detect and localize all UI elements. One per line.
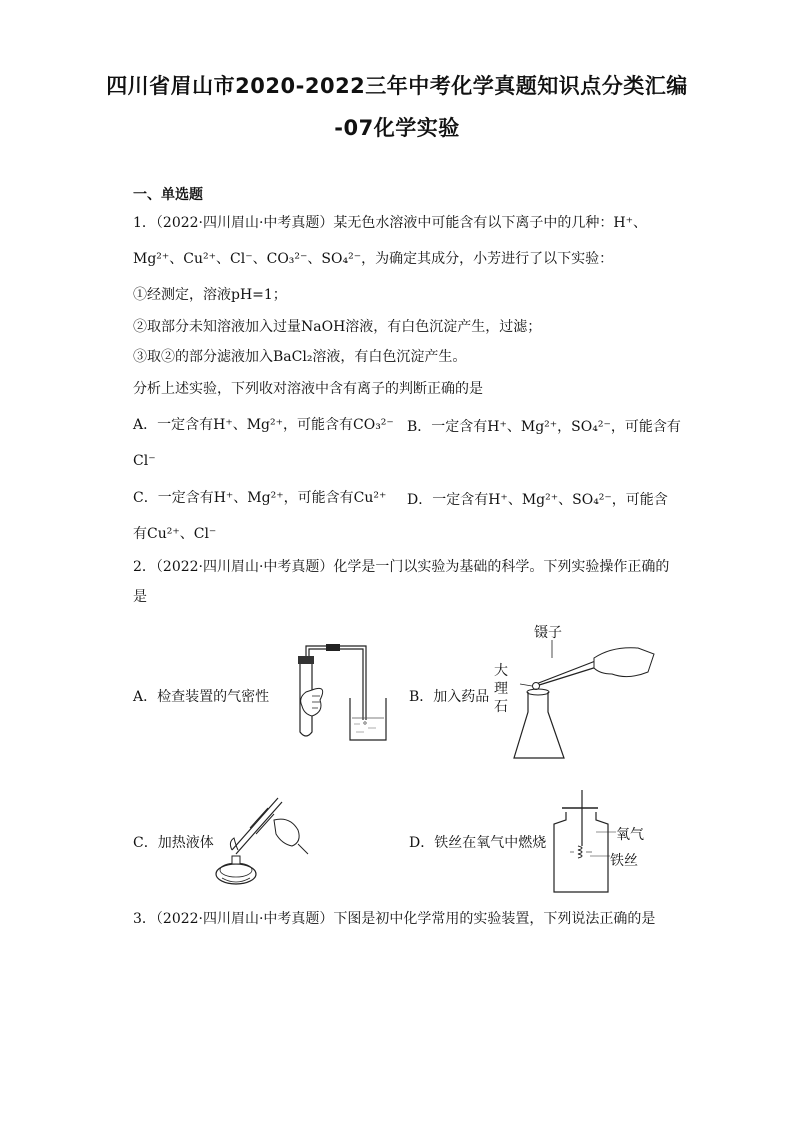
q1-step2: ②取部分未知溶液加入过量NaOH溶液，有白色沉淀产生，过滤； xyxy=(133,319,542,335)
tweezers-label: 镊子 xyxy=(534,625,562,641)
document-title-line2: -07化学实验 xyxy=(334,116,460,140)
q1-stem-line2: Mg²⁺、Cu²⁺、Cl⁻、CO₃²⁻、SO₄²⁻，为确定其成分，小芳进行了以下实验： xyxy=(133,251,614,267)
heating-liquid-figure xyxy=(212,790,312,890)
q1-question: 分析上述实验，下列收对溶液中含有离子的判断正确的是 xyxy=(133,381,483,397)
q3-stem: 3．（2022·四川眉山·中考真题）下图是初中化学常用的实验装置，下列说法正确的是 xyxy=(133,911,656,927)
q1-option-b-line2: Cl⁻ xyxy=(133,453,156,469)
oxygen-label: 氧气 xyxy=(616,827,644,843)
add-reagent-figure xyxy=(508,640,658,765)
section-heading: 一、单选题 xyxy=(133,187,203,203)
q1-option-a: A．一定含有H⁺、Mg²⁺，可能含有CO₃²⁻ xyxy=(133,417,394,433)
iron-combustion-figure xyxy=(546,790,616,895)
q1-option-b-line1: B．一定含有H⁺、Mg²⁺，SO₄²⁻，可能含有 xyxy=(407,419,681,435)
q2-option-b: B．加入药品 xyxy=(409,689,490,705)
q2-option-a: A．检查装置的气密性 xyxy=(133,689,270,705)
q2-option-c: C．加热液体 xyxy=(133,835,214,851)
q2-stem-line2: 是 xyxy=(133,589,147,605)
q2-stem-line1: 2．（2022·四川眉山·中考真题）化学是一门以实验为基础的科学。下列实验操作正确的 xyxy=(133,559,670,575)
marble-label-1: 大 xyxy=(494,663,508,679)
q1-option-d-line2: 有Cu²⁺、Cl⁻ xyxy=(133,526,217,542)
q2-option-d: D．铁丝在氧气中燃烧 xyxy=(409,835,547,851)
airtightness-check-figure xyxy=(268,640,398,745)
marble-label-2: 理 xyxy=(494,681,508,697)
q1-stem-line1: 1．（2022·四川眉山·中考真题）某无色水溶液中可能含有以下离子中的几种：H⁺、 xyxy=(133,215,648,231)
q1-option-c: C．一定含有H⁺、Mg²⁺，可能含有Cu²⁺ xyxy=(133,490,387,506)
iron-wire-label: 铁丝 xyxy=(610,853,638,869)
q1-step3: ③取②的部分滤液加入BaCl₂溶液，有白色沉淀产生。 xyxy=(133,349,467,365)
q1-step1: ①经测定，溶液pH=1； xyxy=(133,287,287,303)
marble-label-3: 石 xyxy=(494,699,508,715)
document-title-line1: 四川省眉山市2020-2022三年中考化学真题知识点分类汇编 xyxy=(106,74,688,98)
q1-option-d-line1: D．一定含有H⁺、Mg²⁺、SO₄²⁻，可能含 xyxy=(407,492,668,508)
